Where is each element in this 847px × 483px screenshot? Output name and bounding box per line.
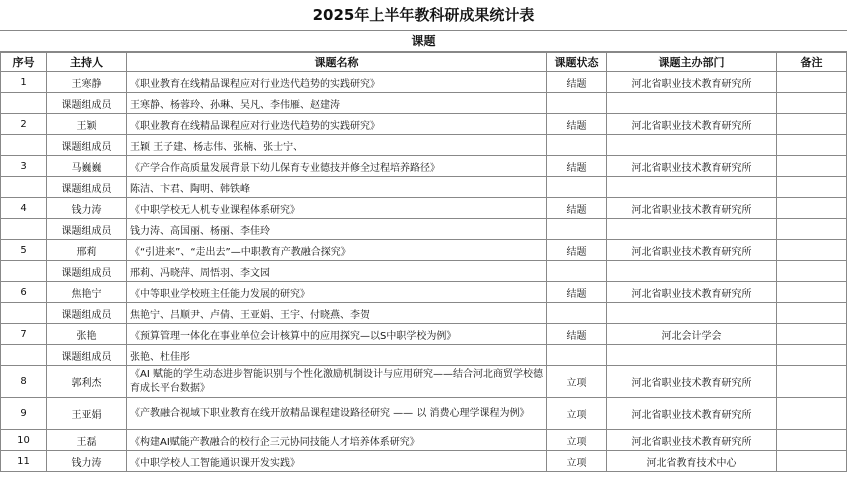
cell-name[interactable]: 《产教融合视域下职业教育在线开放精品课程建设路径研究 —— 以 消费心理学课程为例》 (127, 398, 547, 430)
cell-dept[interactable] (607, 261, 777, 282)
cell-dept[interactable] (607, 345, 777, 366)
cell-host[interactable]: 王亚娟 (47, 398, 127, 430)
cell-status[interactable] (547, 135, 607, 156)
cell-status[interactable]: 结题 (547, 324, 607, 345)
header-status: 课题状态 (547, 53, 607, 72)
section-header: 课题 (0, 31, 847, 52)
cell-note[interactable] (777, 398, 847, 430)
cell-seq[interactable] (1, 135, 47, 156)
cell-host[interactable]: 王磊 (47, 430, 127, 451)
cell-note[interactable] (777, 451, 847, 472)
table-row (1, 72, 847, 93)
cell-status[interactable] (547, 177, 607, 198)
cell-name[interactable]: 王颖 王子建、杨志伟、张楠、张士宁、 (127, 135, 547, 156)
cell-seq[interactable]: 1 (1, 72, 47, 93)
table-row (1, 282, 847, 303)
cell-seq[interactable] (1, 177, 47, 198)
cell-note[interactable] (777, 261, 847, 282)
cell-note[interactable] (777, 240, 847, 261)
cell-seq[interactable]: 5 (1, 240, 47, 261)
cell-status[interactable] (547, 261, 607, 282)
cell-status[interactable]: 结题 (547, 114, 607, 135)
cell-dept[interactable] (607, 303, 777, 324)
cell-seq[interactable]: 10 (1, 430, 47, 451)
cell-dept[interactable]: 河北省职业技术教育研究所 (607, 398, 777, 430)
cell-seq[interactable]: 11 (1, 451, 47, 472)
cell-seq[interactable]: 4 (1, 198, 47, 219)
cell-status[interactable] (547, 219, 607, 240)
header-dept: 课题主办部门 (607, 53, 777, 72)
table-row (1, 240, 847, 261)
cell-name[interactable]: 邢莉、冯晓萍、周悟羽、李文园 (127, 261, 547, 282)
table-row (1, 114, 847, 135)
cell-name[interactable]: 《产学合作高质量发展背景下幼儿保育专业德技并修全过程培养路径》 (127, 156, 547, 177)
cell-status[interactable]: 立项 (547, 451, 607, 472)
cell-seq[interactable]: 9 (1, 398, 47, 430)
cell-name[interactable]: 《职业教育在线精品课程应对行业迭代趋势的实践研究》 (127, 72, 547, 93)
cell-host[interactable]: 张艳 (47, 324, 127, 345)
cell-dept[interactable]: 河北省职业技术教育研究所 (607, 430, 777, 451)
cell-host[interactable]: 王寒静 (47, 72, 127, 93)
cell-status[interactable] (547, 93, 607, 114)
cell-dept[interactable]: 河北省教育技术中心 (607, 451, 777, 472)
cell-note[interactable] (777, 177, 847, 198)
cell-dept[interactable]: 河北会计学会 (607, 324, 777, 345)
cell-seq[interactable]: 3 (1, 156, 47, 177)
cell-seq[interactable] (1, 219, 47, 240)
cell-note[interactable] (777, 93, 847, 114)
cell-dept[interactable]: 河北省职业技术教育研究所 (607, 240, 777, 261)
cell-name[interactable]: 王寒静、杨蓉玲、孙琳、吴凡、李伟雁、赵建涛 (127, 93, 547, 114)
cell-dept[interactable] (607, 135, 777, 156)
table-row (1, 177, 847, 198)
cell-dept[interactable]: 河北省职业技术教育研究所 (607, 156, 777, 177)
table-row (1, 345, 847, 366)
cell-status[interactable]: 结题 (547, 198, 607, 219)
table-row (1, 156, 847, 177)
header-seq: 序号 (1, 53, 47, 72)
cell-note[interactable] (777, 114, 847, 135)
cell-host[interactable]: 邢莉 (47, 240, 127, 261)
table-row (1, 219, 847, 240)
cell-host[interactable]: 钱力涛 (47, 451, 127, 472)
cell-host[interactable]: 郭利杰 (47, 366, 127, 398)
cell-seq[interactable] (1, 93, 47, 114)
cell-note[interactable] (777, 366, 847, 398)
cell-status[interactable]: 立项 (547, 398, 607, 430)
cell-note[interactable] (777, 72, 847, 93)
table-row (1, 303, 847, 324)
cell-dept[interactable]: 河北省职业技术教育研究所 (607, 366, 777, 398)
table-row (1, 398, 847, 430)
cell-name[interactable]: 张艳、杜佳彤 (127, 345, 547, 366)
cell-dept[interactable] (607, 93, 777, 114)
cell-seq[interactable]: 7 (1, 324, 47, 345)
cell-note[interactable] (777, 135, 847, 156)
table-row (1, 135, 847, 156)
cell-host[interactable]: 课题组成员 (47, 345, 127, 366)
cell-status[interactable]: 结题 (547, 240, 607, 261)
table-row (1, 451, 847, 472)
header-row (1, 53, 847, 72)
cell-dept[interactable] (607, 177, 777, 198)
cell-note[interactable] (777, 324, 847, 345)
cell-note[interactable] (777, 430, 847, 451)
cell-host[interactable]: 王颖 (47, 114, 127, 135)
cell-note[interactable] (777, 198, 847, 219)
table-row (1, 366, 847, 398)
cell-seq[interactable]: 2 (1, 114, 47, 135)
cell-status[interactable]: 结题 (547, 282, 607, 303)
cell-host[interactable]: 课题组成员 (47, 135, 127, 156)
cell-seq[interactable] (1, 261, 47, 282)
cell-note[interactable] (777, 219, 847, 240)
cell-note[interactable] (777, 156, 847, 177)
cell-host[interactable]: 课题组成员 (47, 303, 127, 324)
cell-host[interactable]: 课题组成员 (47, 261, 127, 282)
cell-name[interactable]: 焦艳宁、吕顺尹、卢倩、王亚娟、王宇、付晓燕、李贺 (127, 303, 547, 324)
cell-name[interactable]: 钱力涛、高国丽、杨丽、李佳玲 (127, 219, 547, 240)
table-row (1, 93, 847, 114)
cell-host[interactable]: 焦艳宁 (47, 282, 127, 303)
cell-dept[interactable]: 河北省职业技术教育研究所 (607, 282, 777, 303)
cell-host[interactable]: 课题组成员 (47, 177, 127, 198)
cell-host[interactable]: 马巍巍 (47, 156, 127, 177)
cell-seq[interactable] (1, 345, 47, 366)
cell-status[interactable] (547, 303, 607, 324)
cell-status[interactable] (547, 345, 607, 366)
sheet-title: 2025年上半年教科研成果统计表 (0, 0, 847, 31)
cell-dept[interactable] (607, 219, 777, 240)
cell-status[interactable]: 结题 (547, 156, 607, 177)
cell-name[interactable]: 《AI 赋能的学生动态进步智能识别与个性化激励机制设计与应用研究——结合河北商贸学校德育成长平台数据》 (127, 366, 547, 398)
cell-seq[interactable]: 6 (1, 282, 47, 303)
cell-status[interactable]: 立项 (547, 366, 607, 398)
table-row (1, 261, 847, 282)
cell-seq[interactable] (1, 303, 47, 324)
cell-name[interactable]: 《职业教育在线精品课程应对行业迭代趋势的实践研究》 (127, 114, 547, 135)
cell-host[interactable]: 课题组成员 (47, 219, 127, 240)
cell-dept[interactable]: 河北省职业技术教育研究所 (607, 114, 777, 135)
cell-host[interactable]: 课题组成员 (47, 93, 127, 114)
header-note: 备注 (777, 53, 847, 72)
cell-note[interactable] (777, 345, 847, 366)
cell-status[interactable]: 立项 (547, 430, 607, 451)
cell-name[interactable]: 《预算管理一体化在事业单位会计核算中的应用探究—以S中职学校为例》 (127, 324, 547, 345)
table-row (1, 198, 847, 219)
cell-name[interactable]: 《构建AI赋能产教融合的校行企三元协同技能人才培养体系研究》 (127, 430, 547, 451)
cell-dept[interactable]: 河北省职业技术教育研究所 (607, 72, 777, 93)
cell-seq[interactable]: 8 (1, 366, 47, 398)
cell-name[interactable]: 《“引进来”、“走出去”—中职教育产教融合探究》 (127, 240, 547, 261)
table-row (1, 324, 847, 345)
table-row (1, 430, 847, 451)
cell-name[interactable]: 陈洁、卞君、陶明、韩铁峰 (127, 177, 547, 198)
header-name: 课题名称 (127, 53, 547, 72)
cell-status[interactable]: 结题 (547, 72, 607, 93)
cell-name[interactable]: 《中职学校人工智能通识课开发实践》 (127, 451, 547, 472)
cell-name[interactable]: 《中职学校无人机专业课程体系研究》 (127, 198, 547, 219)
results-table (0, 52, 847, 472)
cell-note[interactable] (777, 303, 847, 324)
cell-name[interactable]: 《中等职业学校班主任能力发展的研究》 (127, 282, 547, 303)
cell-dept[interactable]: 河北省职业技术教育研究所 (607, 198, 777, 219)
cell-note[interactable] (777, 282, 847, 303)
cell-host[interactable]: 钱力涛 (47, 198, 127, 219)
header-host: 主持人 (47, 53, 127, 72)
